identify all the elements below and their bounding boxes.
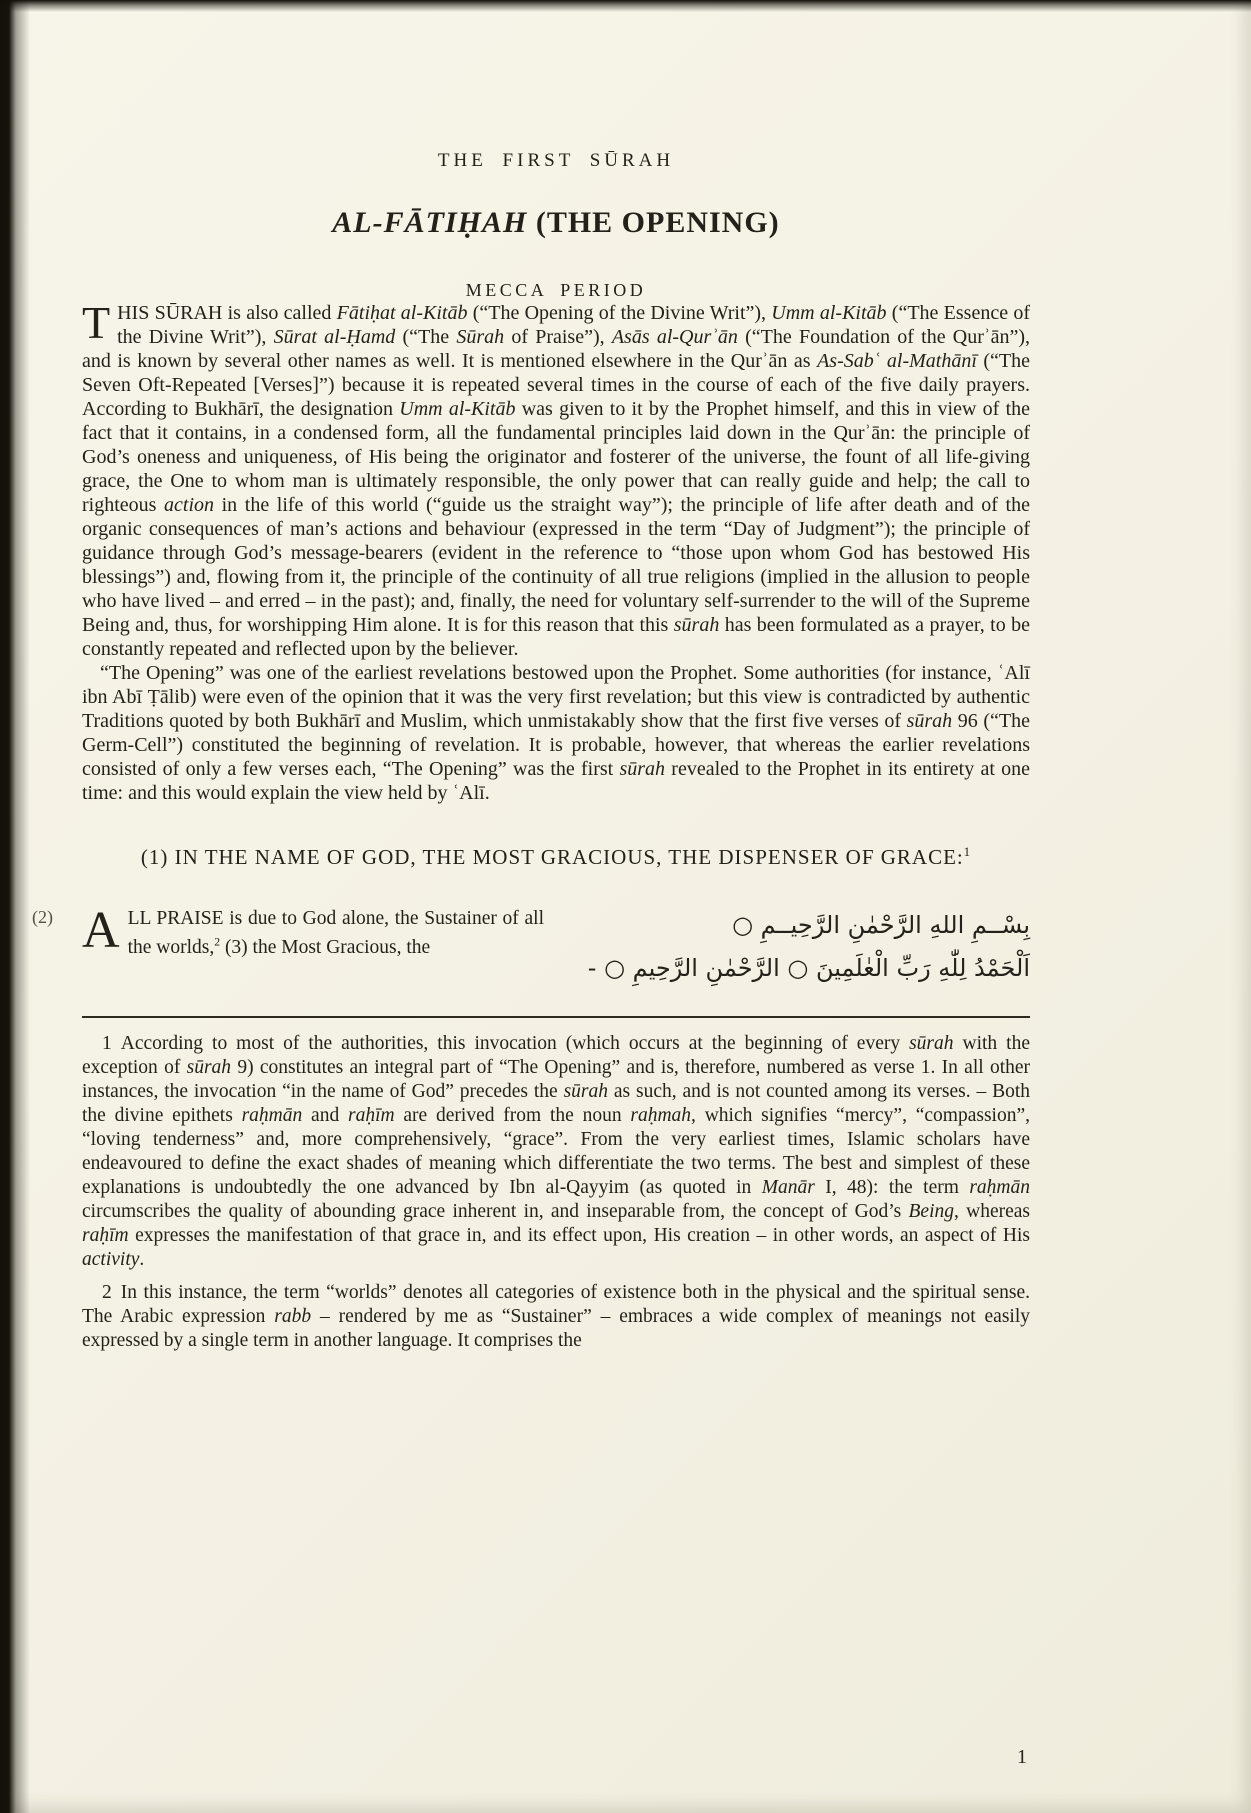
footnote-2-text: In this instance, the term “worlds” denotes all categories of existence both in the physical and the spiritual sense. The Arabic expression rabb – rendered by me as “Sustainer” – embraces a wide complex of meanings not easily expressed by a single term in another language. It comprises the <box>82 1282 1030 1351</box>
page-number: 1 <box>1017 1746 1027 1768</box>
arabic-basmalah-line: بِسْــمِ اللهِ الرَّحْمٰنِ الرَّحِيــمِ ○ <box>732 911 1030 939</box>
dropcap-A: A <box>82 902 120 959</box>
footnote-1-text: According to most of the authorities, this invocation (which occurs at the beginning of every sūrah with the exception of sūrah 9) constitutes an integral part of “The Opening” and is, therefore, numbered as verse 1. In all other instances, the invocation “in the name of God” precedes the sūrah as such, and is not counted among its verses. – Both the divine epithets raḥmān and raḥīm are derived from the noun raḥmah, which signifies “mercy”, “compassion”, “loving tenderness” and, more comprehensively, “grace”. From the very earliest times, Islamic scholars have endeavoured to define the exact shades of meaning which differentiate the two terms. The best and simplest of these explanations is undoubtedly the one advanced by Ibn al-Qayyim (as quoted in Manār I, 48): the term raḥmān circumscribes the quality of abounding grace inherent in, and inseparable from, the concept of God’s Being, whereas raḥīm expresses the manifestation of that grace in, and its effect upon, His creation – in other words, an aspect of His activity. <box>82 1033 1031 1270</box>
scan-shadow-left <box>0 0 30 1813</box>
verse-block <box>32 902 1030 990</box>
verse-translation-text: LL PRAISE is due to God alone, the Sustainer of all the worlds,$^2$ (3) the Most Gracious, the <box>127 908 544 958</box>
verse-translation <box>82 904 544 962</box>
intro-paragraph-1-text: HIS SŪRAH is also called Fātiḥat al-Kitāb (“The Opening of the Divine Writ”), Umm al-Kitāb (“The Essence of the Divine Writ”), Sūrat al-Ḥamd (“The Sūrah of Praise”), Asās al-Qurʾān (“The Foundation of the Qurʾān”), and is known by several other names as well. It is mentioned elsewhere in the Qurʾān as As-Sabʿ al-Mathānī (“The Seven Oft-Repeated [Verses]”) because it is repeated several times in the course of each of the five daily prayers. According to Bukhārī, the designation Umm al-Kitāb was given to it by the Prophet himself, and this in view of the fact that it contains, in a condensed form, all the fundamental principles laid down in the Qurʾān: the principle of God’s oneness and uniqueness, of His being the originator and fosterer of the universe, the fount of all life-giving grace, the One to whom man is ultimately responsible, the only power that can really guide and help; the call to righteous action in the life of this world (“guide us the straight way”); the principle of life after death and of the organic consequences of man’s actions and behaviour (expressed in the term “Day of Judgment”); the principle of guidance through God’s message-bearers (evident in the reference to “those upon whom God has bestowed His blessings”) and, flowing from it, the principle of the continuity of all true religions (implied in the allusion to people who have lived – and erred – in the past); and, finally, the need for voluntary self-surrender to the will of the Supreme Being and, thus, for worshipping Him alone. It is for this reason that this sūrah has been formulated as a prayer, to be constantly repeated and reflected upon by the believer. <box>82 302 1031 660</box>
surah-title <box>82 206 1030 240</box>
surah-title-transliteration: AL-FĀTIḤAH <box>332 206 528 239</box>
verse-1-heading: (1) IN THE NAME OF GOD, THE MOST GRACIOUS, THE DISPENSER OF GRACE:$^1$ <box>140 845 972 869</box>
footnote-2 <box>82 1281 1030 1353</box>
surah-number-heading: THE FIRST SŪRAH <box>437 150 675 171</box>
dropcap-T: T <box>82 297 111 348</box>
revelation-period: MECCA PERIOD <box>465 280 647 300</box>
arabic-verse-line: اَلْحَمْدُ لِلّٰهِ رَبِّ الْعٰلَمِينَ ○ الرَّحْمٰنِ الرَّحِيمِ ○ - <box>587 954 1030 982</box>
footnote-1-number: 1 <box>102 1033 112 1054</box>
verse-arabic <box>544 904 1030 990</box>
footnote-2-number: 2 <box>102 1282 112 1303</box>
footnote-1 <box>82 1032 1030 1272</box>
verse-2-margin-marker: (2) <box>32 907 53 927</box>
intro-paragraph-2: “The Opening” was one of the earliest revelations bestowed upon the Prophet. Some authorities (for instance, ʿAlī ibn Abī Ṭālib) were even of the opinion that it was the very first revelation; but this view is contradicted by authentic Traditions quoted by both Bukhārī and Muslim, which unmistakably show that the first five verses of sūrah 96 (“The Germ-Cell”) constituted the beginning of revelation. It is probable, however, that whereas the earlier revelations consisted of only a few verses each, “The Opening” was the first sūrah revealed to the Prophet in its entirety at one time: and this would explain the view held by ʿAlī. <box>82 662 1030 804</box>
footnote-separator-rule <box>82 1016 1030 1018</box>
intro-paragraph-1 <box>82 297 1031 661</box>
scan-shadow-top <box>0 0 1251 12</box>
page-content <box>32 150 1031 1362</box>
surah-title-translation: (THE OPENING) <box>535 206 780 239</box>
footnotes-section <box>82 1032 1030 1353</box>
